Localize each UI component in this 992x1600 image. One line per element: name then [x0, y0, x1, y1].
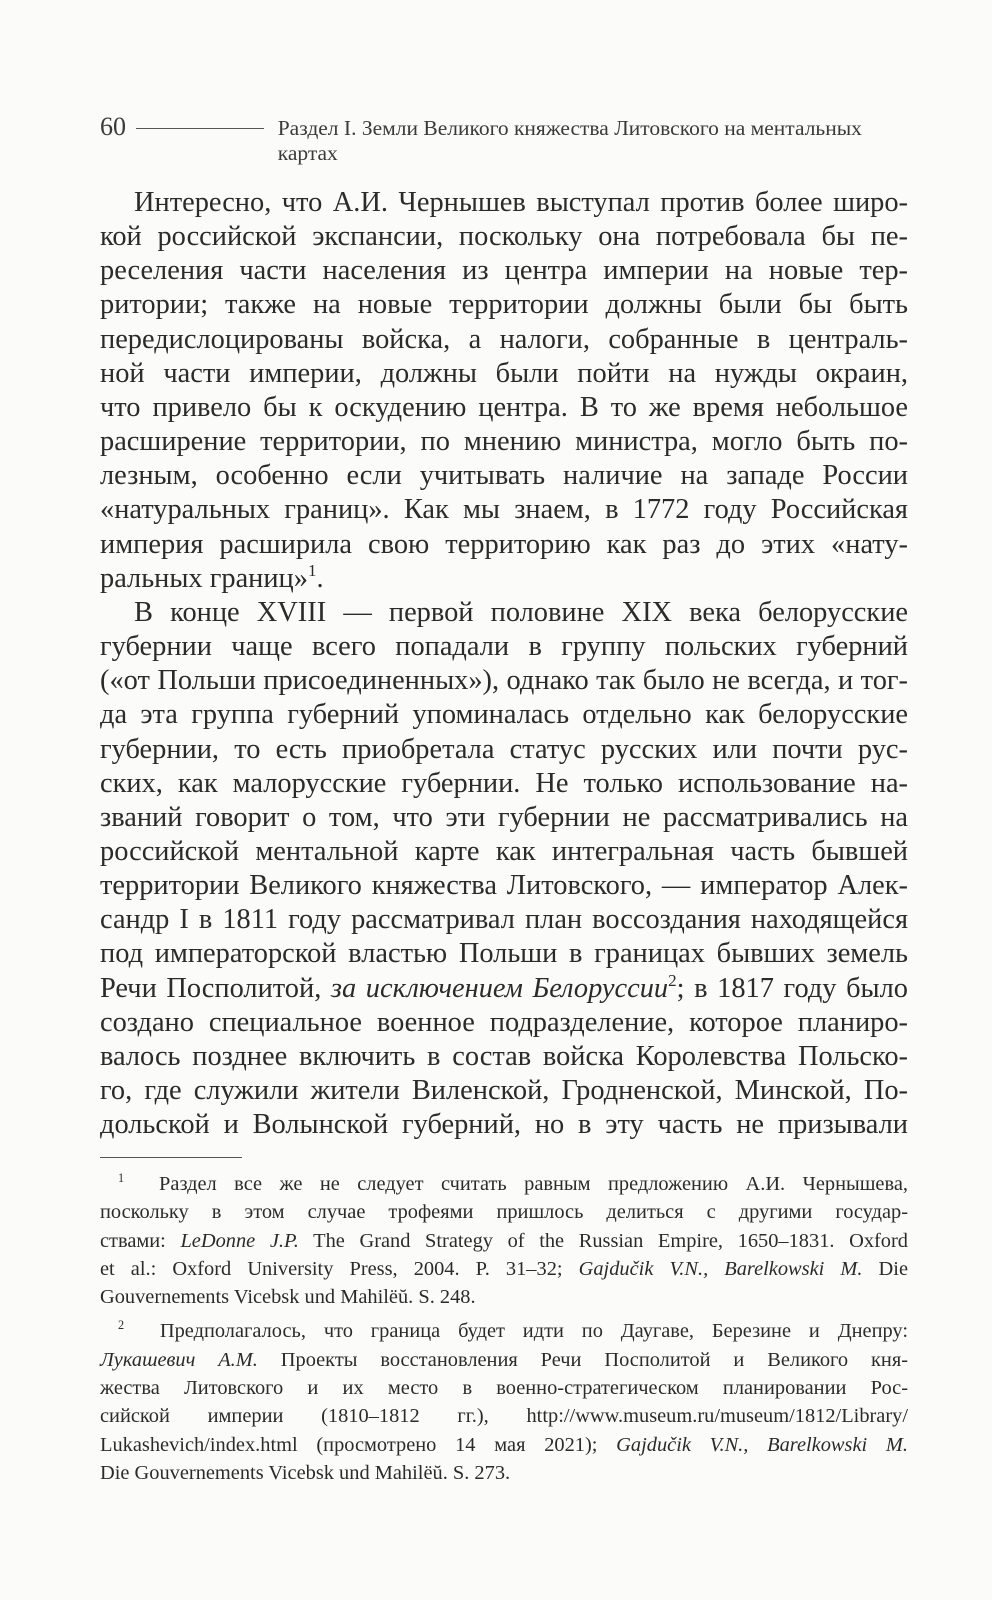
italic-phrase: за исключением Белоруссии: [330, 972, 669, 1004]
text-line: («от Польши присоединенных»), однако так было не всегда, и тог-: [100, 665, 908, 697]
section-title: Раздел I. Земли Великого княжества Литовского на ментальных картах: [277, 116, 862, 165]
footnote-number: 2: [118, 1318, 125, 1333]
text-line: что привело бы к оскудению центра. В то же время небольшое: [100, 391, 908, 423]
italic-author: Gajdučik V.N., Barelkowski M.: [578, 1257, 863, 1280]
italic-author: Gajdučik V.N., Barelkowski M.: [616, 1433, 908, 1456]
text-line: Интересно, что А.И. Чернышев выступал против более широ-: [134, 187, 908, 218]
text-fragment: Lukashevich/index.html (просмотрено 14 мая 2021);: [100, 1433, 617, 1456]
page-number: 60: [100, 112, 126, 141]
footnote-line: жества Литовского и их место в военно-стратегическом планировании Рос-: [100, 1377, 908, 1400]
footnote-ref-1[interactable]: 1: [307, 560, 317, 580]
text-line: валось позднее включить в состав войска Королевства Польско-: [100, 1040, 908, 1072]
footnote-1: [100, 1170, 908, 1311]
text-fragment: Die: [862, 1257, 908, 1280]
italic-author: Лукашевич А.М.: [100, 1348, 258, 1371]
text-line: ной части империи, должны были пойти на нужды окраин,: [100, 357, 908, 389]
text-fragment: The Grand Strategy of the Russian Empire, 1650–1831. Oxford: [298, 1229, 908, 1252]
text-line: территории Великого княжества Литовского, — император Алек-: [100, 870, 908, 902]
text-fragment: Раздел все же не следует считать равным предложению А.И. Чернышева,: [159, 1173, 908, 1195]
footnote-line: поскольку в этом случае трофеями пришлось делиться с другими государ-: [100, 1201, 908, 1224]
text-fragment: .: [316, 562, 324, 594]
text-line: сандр I в 1811 году рассматривал план воссоздания находящейся: [100, 904, 908, 936]
footnote-line: Die Gouvernements Vicebsk und Mahilёŭ. S. 273.: [100, 1461, 511, 1484]
text-fragment: ральных границ»: [100, 562, 308, 594]
text-line: ритории; также на новые территории должны были бы быть: [100, 289, 908, 321]
main-text: [100, 186, 908, 1142]
text-line: передислоцированы войска, а налоги, собранные в централь-: [100, 323, 908, 355]
text-line: [100, 562, 908, 596]
text-line: российской ментальной карте как интегральная часть бывшей: [100, 835, 908, 867]
footnote-line: Gouvernements Vicebsk und Mahilёŭ. S. 248.: [100, 1286, 476, 1309]
text-line: «натуральных границ». Как мы знаем, в 1772 году Российская: [100, 494, 908, 526]
text-line: империя расширила свою территорию как раз до этих «нату-: [100, 528, 908, 560]
text-line: губернии чаще всего попадали в группу польских губерний: [100, 631, 908, 663]
footnote-separator: [100, 1157, 242, 1158]
footnote-line[interactable]: сийской империи (1810–1812 гг.), http://www.museum.ru/museum/1812/Library/: [100, 1405, 908, 1428]
text-line: под императорской властью Польши в границах бывших земель: [100, 938, 908, 970]
text-line: [100, 972, 908, 1006]
footnote-line: [100, 1170, 908, 1198]
header-rule: [136, 128, 264, 129]
footnote-ref-2[interactable]: 2: [668, 970, 677, 990]
text-line: го, где служили жители Виленской, Гродненской, Минской, По-: [100, 1075, 908, 1107]
text-line: губернии, то есть приобретала статус русских или почти рус-: [100, 733, 908, 765]
footnote-2: [100, 1317, 908, 1487]
text-line: званий говорит о том, что эти губернии не рассматривались на: [100, 801, 908, 833]
text-line: дольской и Волынской губерний, но в эту часть не призывали: [100, 1109, 908, 1141]
text-fragment: Проекты восстановления Речи Посполитой и Великого кня-: [257, 1348, 908, 1371]
text-line: да эта группа губерний упоминалась отдельно как белорусские: [100, 699, 908, 731]
text-line: ских, как малорусские губернии. Не только использование на-: [100, 767, 908, 799]
text-line: реселения части населения из центра империи на новые тер-: [100, 255, 908, 287]
text-line: лезным, особенно если учитывать наличие на западе России: [100, 460, 908, 492]
footnote-line: [100, 1255, 908, 1283]
text-fragment: et al.: Oxford University Press, 2004. P. 31–32;: [100, 1257, 579, 1280]
text-fragment: Речи Посполитой,: [100, 972, 331, 1004]
footnote-line: [100, 1317, 908, 1345]
text-line: расширение территории, по мнению министра, могло быть по-: [100, 426, 908, 458]
footnote-line: [100, 1431, 908, 1459]
footnotes: [100, 1170, 908, 1493]
footnote-line: [100, 1227, 908, 1255]
running-head: [100, 112, 916, 166]
text-fragment: ; в 1817 году было: [676, 972, 908, 1004]
footnote-number: 1: [118, 1171, 125, 1186]
text-line: В конце XVIII — первой половине XIX века белорусские: [134, 596, 908, 628]
text-fragment: Предполагалось, что граница будет идти по Даугаве, Березине и Днепру:: [159, 1320, 908, 1343]
text-line: кой российской экспансии, поскольку она потребовала бы пе-: [100, 221, 908, 253]
text-fragment: ствами:: [100, 1229, 181, 1252]
italic-author: LeDonne J.P.: [180, 1229, 299, 1252]
footnote-line: [100, 1346, 908, 1374]
text-line: создано специальное военное подразделение, которое планиро-: [100, 1006, 908, 1038]
